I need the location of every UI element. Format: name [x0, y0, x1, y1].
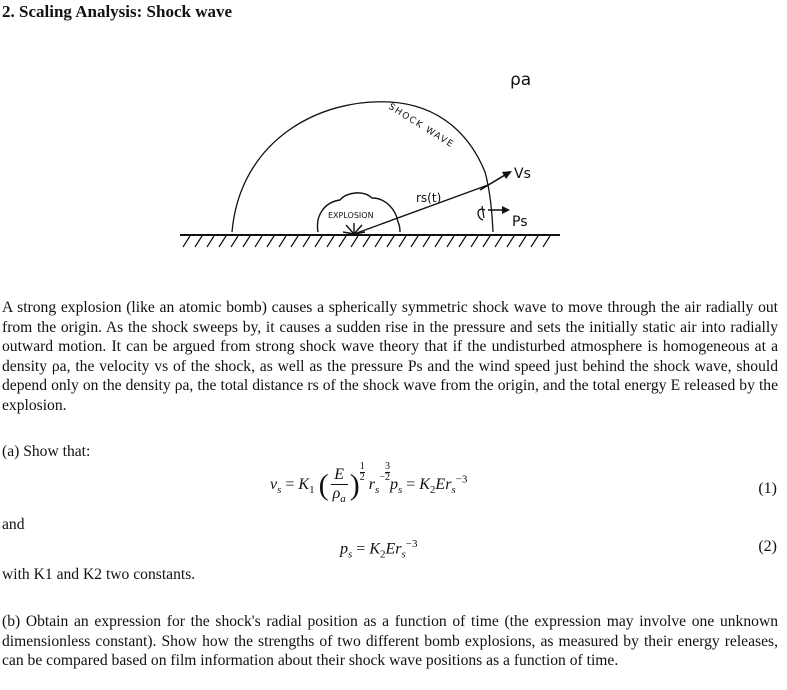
label-explosion: EXPLOSION [328, 211, 374, 220]
and-text: and [2, 516, 25, 533]
label-ps: Ps [512, 214, 528, 230]
label-vs: Vs [514, 166, 531, 182]
problem-heading: 2. Scaling Analysis: Shock wave [2, 2, 233, 21]
equation-1-number: (1) [758, 480, 777, 497]
intro-paragraph: A strong explosion (like an atomic bomb) causes a spherically symmetric shock wave to move through the air radially out from the origin. As the shock sweeps by, it causes a sudden rise in the pressure and sets the initially static air into radially outward motion. It can be argued from strong shock wave theory that if the undisturbed atmosphere is homogeneous at a density ρa, the velocity vs of the shock, as well as the pressure Ps and the wind speed just behind the shock wave, should depend only on the density ρa, the total distance rs of the shock wave from the origin, and the total energy E released by the explosion. [2, 299, 778, 414]
explosion-burst [343, 223, 365, 234]
label-rho-a: ρa [510, 70, 532, 90]
equation-2: $p_s = K_2Er_s^{-3}$ [340, 538, 418, 561]
ground-hatching [183, 236, 550, 247]
pressure-arrowhead [502, 206, 510, 214]
part-a-label: (a) Show that: [2, 443, 91, 460]
part-b-paragraph: (b) Obtain an expression for the shock's radial position as a function of time (the expression may involve one unknown dimensionless constant). Show how the strengths of two different bomb explosions, as measured by their energy releases, can be compared based on film information about their shock wave positions as a function of time. [2, 613, 778, 669]
equation-1: $v_s = K_1$ ( $\frac{E}{\rho_a}$ ) $\frac{1}{2}$ $r_s-$ $\frac{3}{2}$ $p_s = K_2Er_s^{-3}$ [270, 461, 468, 505]
constants-text: with K1 and K2 two constants. [2, 566, 196, 583]
equation-2-number: (2) [758, 538, 777, 555]
shock-wave-figure [150, 60, 590, 260]
label-shock-wave: SHOCK WAVE [386, 102, 456, 151]
label-rs: rs(t) [416, 191, 442, 205]
pressure-tick [482, 206, 484, 218]
